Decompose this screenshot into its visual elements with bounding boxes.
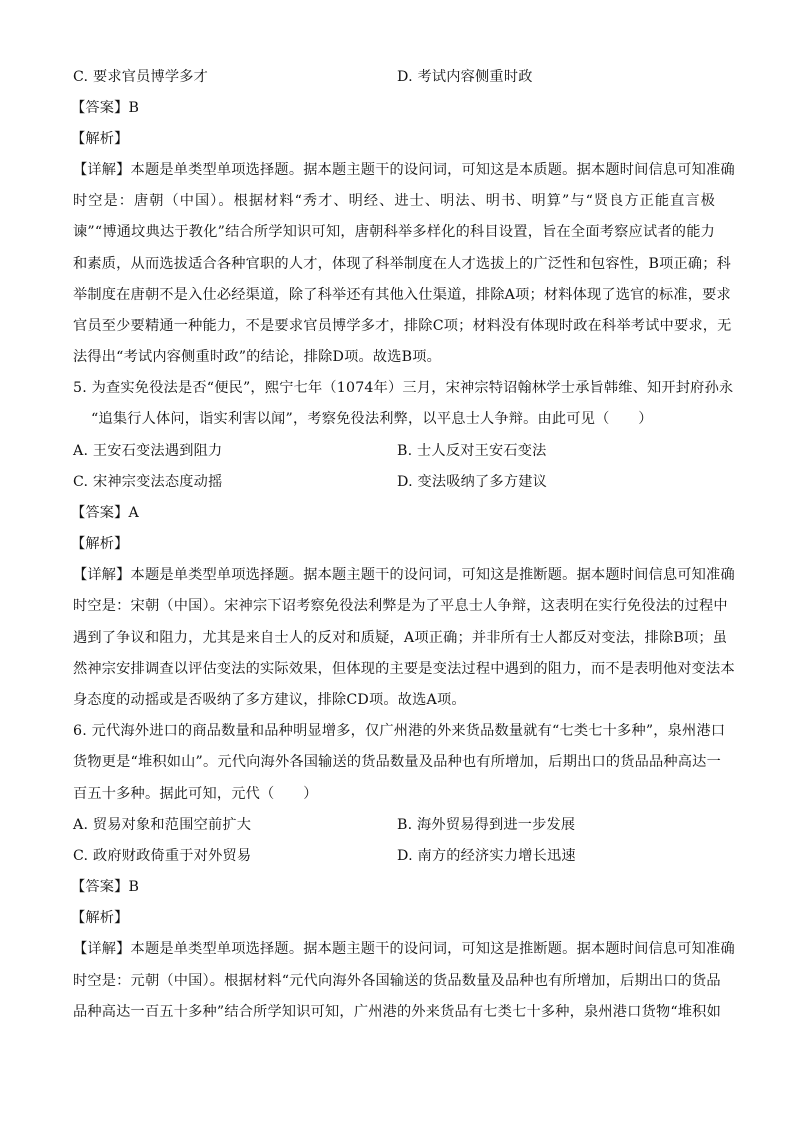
q5-option-c: C. 宋神宗变法态度动摇	[73, 474, 223, 490]
q4-option-d: D. 考试内容侧重时政	[397, 69, 533, 85]
q4-detail-line: 时空是：唐朝（中国）。根据材料“秀才、明经、进士、明法、明书、明算”与“贤良方正能直言极	[73, 193, 715, 209]
q5-detail-line: 然神宗安排调查以评估变法的实际效果，但体现的主要是变法过程中遇到的阻力，而不是表明他对变法本	[73, 661, 735, 677]
q5-detail-line: 遇到了争议和阻力，尤其是来自士人的反对和质疑，A项正确；并非所有士人都反对变法，排除B项；虽	[73, 630, 728, 646]
q5-answer: 【答案】A	[71, 505, 139, 521]
q6-detail-line: 品种高达一百五十多种”结合所学知识可知，广州港的外来货品有七类七十多种，泉州港口货物“堆积如	[73, 1004, 721, 1020]
q5-option-d: D. 变法吸纳了多方建议	[397, 474, 547, 490]
q5-option-b: B. 士人反对王安石变法	[397, 443, 547, 459]
q6-stem-line: 6. 元代海外进口的商品数量和品种明显增多，仅广州港的外来货品数量就有“七类七十多种”，泉州港口	[73, 723, 726, 739]
q4-answer: 【答案】B	[71, 100, 140, 116]
q6-option-d: D. 南方的经济实力增长迅速	[397, 848, 576, 864]
q5-option-a: A. 王安石变法遇到阻力	[73, 443, 223, 459]
q6-stem-line: 货物更是“堆积如山”。元代向海外各国输送的货品数量及品种也有所增加，后期出口的货品品种高达一	[73, 754, 721, 770]
q5-stem-line: “追集行人体问，诣实利害以闻”，考察免役法利弊，以平息士人争辩。由此可见（ ）	[91, 411, 653, 427]
q4-option-c: C. 要求官员博学多才	[73, 69, 209, 85]
q4-detail-line: 谏”“博通坟典达于教化”结合所学知识可知，唐朝科举多样化的科目设置，旨在全面考察应试者的能力	[73, 224, 715, 240]
q6-analysis-label: 【解析】	[71, 910, 129, 926]
q6-option-c: C. 政府财政倚重于对外贸易	[73, 848, 252, 864]
q4-detail-line: 官员至少要精通一种能力，不是要求官员博学多才，排除C项；材料没有体现时政在科举考试中要求，无	[73, 318, 732, 334]
q5-stem-line: 5. 为查实免役法是否“便民”，熙宁七年（1074年）三月，宋神宗特诏翰林学士承旨韩维、知开封府孙永	[73, 380, 734, 396]
q5-detail-line: 时空是：宋朝（中国）。宋神宗下诏考察免役法利弊是为了平息士人争辩，这表明在实行免役法的过程中	[73, 598, 728, 614]
q5-detail-line: 【详解】本题是单类型单项选择题。据本题主题干的设问词，可知这是推断题。据本题时间信息可知准确	[73, 567, 735, 583]
q4-analysis-label: 【解析】	[71, 131, 129, 147]
q6-answer: 【答案】B	[71, 879, 140, 895]
q4-detail-line: 【详解】本题是单类型单项选择题。据本题主题干的设问词，可知这是本质题。据本题时间信息可知准确	[73, 162, 735, 178]
q5-analysis-label: 【解析】	[71, 536, 129, 552]
q6-option-b: B. 海外贸易得到进一步发展	[397, 817, 576, 833]
q4-detail-line: 法得出“考试内容侧重时政”的结论，排除D项。故选B项。	[73, 349, 442, 365]
q6-detail-line: 时空是：元朝（中国）。根据材料“元代向海外各国输送的货品数量及品种也有所增加，后期出口的货品	[73, 973, 721, 989]
q4-detail-line: 举制度在唐朝不是入仕必经渠道，除了科举还有其他入仕渠道，排除A项；材料体现了选官的标准，要求	[73, 287, 731, 303]
q6-detail-line: 【详解】本题是单类型单项选择题。据本题主题干的设问词，可知这是推断题。据本题时间信息可知准确	[73, 941, 735, 957]
q4-detail-line: 和素质，从而选拔适合各种官职的人才，体现了科举制度在人才选拔上的广泛性和包容性，B项正确；科	[73, 256, 732, 272]
q6-option-a: A. 贸易对象和范围空前扩大	[73, 817, 252, 833]
q5-detail-line: 身态度的动摇或是否吸纳了多方建议，排除CD项。故选A项。	[73, 692, 466, 708]
q6-stem-line: 百五十多种。据此可知，元代（ ）	[73, 786, 318, 802]
